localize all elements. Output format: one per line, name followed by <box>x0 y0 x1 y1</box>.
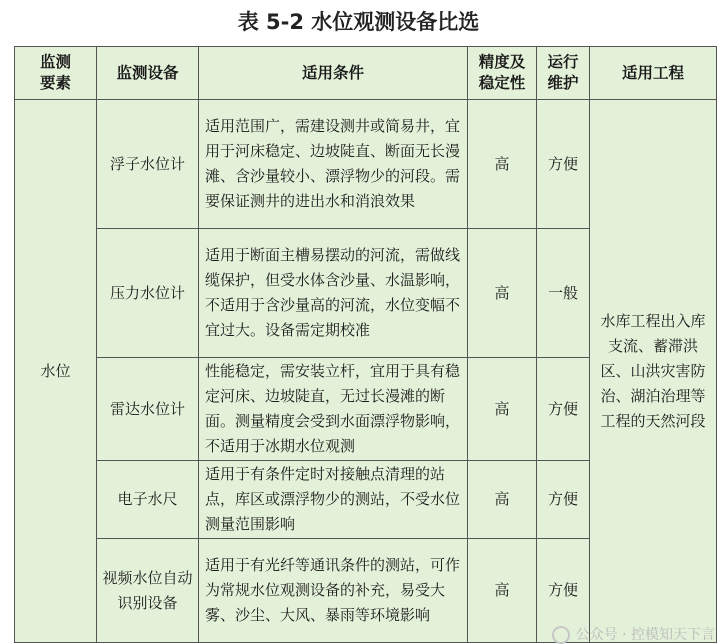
precision-cell: 高 <box>468 229 537 358</box>
header-precision: 精度及 稳定性 <box>468 47 537 100</box>
watermark-text: 公众号 · 控模知天下言 <box>575 627 715 643</box>
element-cell: 水位 <box>15 100 97 643</box>
maintenance-cell: 方便 <box>537 358 590 461</box>
precision-cell: 高 <box>468 100 537 229</box>
device-cell: 雷达水位计 <box>97 358 199 461</box>
condition-cell: 适用范围广，需建设测井或简易井，宜用于河床稳定、边坡陡直、断面无长漫滩、含沙量较小、漂浮物少的河段。需要保证测井的进出水和消浪效果 <box>199 100 468 229</box>
watermark <box>552 624 715 644</box>
table-title: 表 5-2 水位观测设备比选 <box>237 10 480 34</box>
condition-cell: 适用于断面主槽易摆动的河流，需做线缆保护，但受水体含沙量、水温影响，不适用于含沙量高的河流，水位变幅不宜过大。设备需定期校准 <box>199 229 468 358</box>
header-project: 适用工程 <box>590 47 717 100</box>
device-cell: 压力水位计 <box>97 229 199 358</box>
maintenance-cell: 方便 <box>537 461 590 539</box>
precision-cell: 高 <box>468 358 537 461</box>
equipment-comparison-table <box>14 46 717 643</box>
maintenance-cell: 方便 <box>537 100 590 229</box>
condition-cell: 适用于有光纤等通讯条件的测站，可作为常规水位观测设备的补充，易受大雾、沙尘、大风、暴雨等环境影响 <box>199 539 468 643</box>
header-device: 监测设备 <box>97 47 199 100</box>
device-cell: 视频水位自动识别设备 <box>97 539 199 643</box>
device-cell: 浮子水位计 <box>97 100 199 229</box>
condition-cell: 性能稳定，需安装立杆，宜用于具有稳定河床、边坡陡直，无过长漫滩的断面。测量精度会受到水面漂浮物影响，不适用于冰期水位观测 <box>199 358 468 461</box>
header-condition: 适用条件 <box>199 47 468 100</box>
project-cell: 水库工程出入库支流、蓄滞洪区、山洪灾害防治、湖泊治理等工程的天然河段 <box>590 100 717 643</box>
precision-cell: 高 <box>468 539 537 643</box>
wechat-icon <box>552 626 570 644</box>
condition-cell: 适用于有条件定时对接触点清理的站点，库区或漂浮物少的测站，不受水位测量范围影响 <box>199 461 468 539</box>
maintenance-cell: 方便 <box>537 539 590 643</box>
header-element: 监测 要素 <box>15 47 97 100</box>
header-maintenance: 运行 维护 <box>537 47 590 100</box>
header-row <box>15 47 717 100</box>
maintenance-cell: 一般 <box>537 229 590 358</box>
device-cell: 电子水尺 <box>97 461 199 539</box>
precision-cell: 高 <box>468 461 537 539</box>
table-row <box>15 100 717 229</box>
